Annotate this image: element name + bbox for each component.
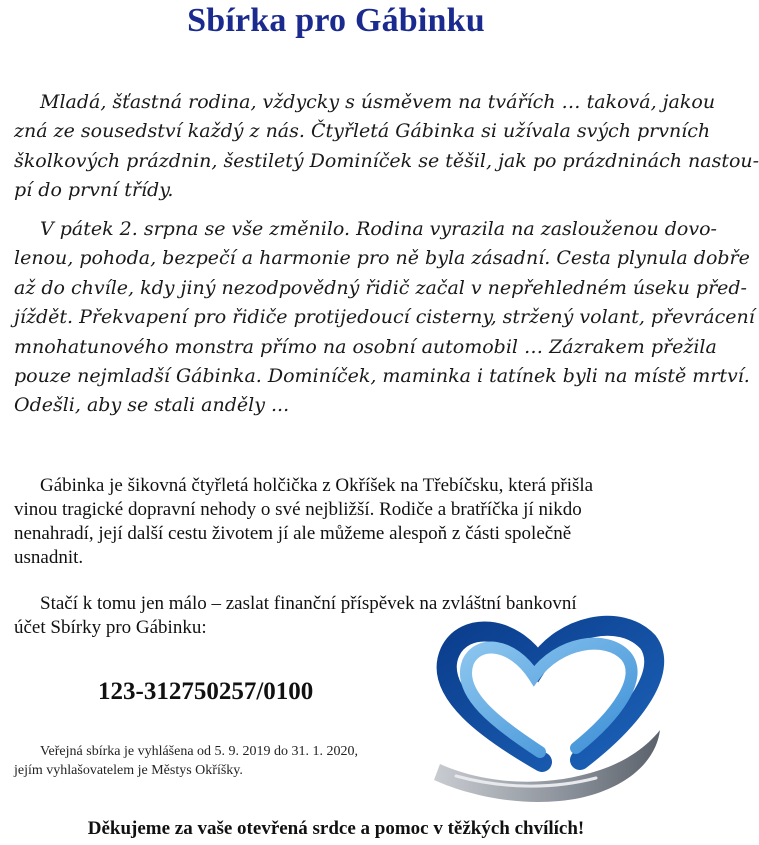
story-paragraph-2 bbox=[14, 215, 755, 421]
story-line: V pátek 2. srpna se vše změnilo. Rodina vyrazila na zaslouženou dovo- bbox=[40, 218, 717, 240]
closing-thanks: Děkujeme za vaše otevřená srdce a pomoc v těžkých chvílích! bbox=[87, 818, 585, 839]
story-line: Odešli, aby se stali anděly ... bbox=[14, 394, 290, 417]
page-title: Sbírka pro Gábinku bbox=[187, 2, 485, 39]
collection-note bbox=[14, 742, 434, 780]
info-line: účet Sbírky pro Gábinku: bbox=[14, 617, 207, 638]
info-line: Stačí k tomu jen málo – zaslat finanční příspěvek na zvláštní bankovní bbox=[40, 593, 577, 614]
story-line: zná ze sousedství každý z nás. Čtyřletá Gábinka si užívala svých prvních bbox=[14, 120, 711, 143]
story-line: školkových prázdnin, šestiletý Dominíček se těšil, jak po prázdninách nastou- bbox=[14, 149, 759, 172]
story-line: jíždět. Překvapení pro řidiče protijedoucí cisterny, stržený volant, převrácení bbox=[14, 306, 755, 329]
bank-account-number: 123-312750257/0100 bbox=[98, 678, 314, 705]
info-line: Gábinka je šikovná čtyřletá holčička z Okříšek na Třebíčsku, která přišla bbox=[40, 475, 594, 496]
info-line: nenahradí, její další cestu životem jí ale můžeme alespoň z části společně bbox=[14, 523, 572, 544]
story-line: mnohatunového monstra přímo na osobní automobil … Zázrakem přežila bbox=[14, 335, 717, 358]
story-line: Mladá, šťastná rodina, vždycky s úsměvem na tvářích … taková, jakou bbox=[40, 91, 716, 113]
story-line: lenou, pohoda, bezpečí a harmonie pro ně byla zásadní. Cesta plynula dobře bbox=[14, 247, 750, 270]
story-line: až do chvíle, kdy jiný nezodpovědný řidič začal v nepřehledném úseku před- bbox=[14, 276, 747, 299]
story-line: pouze nejmladší Gábinka. Dominíček, maminka i tatínek byli na místě mrtví. bbox=[14, 365, 750, 388]
story-paragraph-1 bbox=[14, 88, 759, 206]
note-line: jejím vyhlašovatelem je Městys Okříšky. bbox=[14, 763, 243, 778]
heart-in-hand-icon bbox=[420, 612, 670, 812]
note-line: Veřejná sbírka je vyhlášena od 5. 9. 2019 do 31. 1. 2020, bbox=[40, 744, 359, 759]
info-line: vinou tragické dopravní nehody o své nejbližší. Rodiče a bratříčka jí nikdo bbox=[14, 499, 582, 520]
info-line: usnadnit. bbox=[14, 547, 84, 568]
info-paragraph-1 bbox=[14, 474, 664, 570]
story-line: pí do první třídy. bbox=[14, 179, 174, 202]
